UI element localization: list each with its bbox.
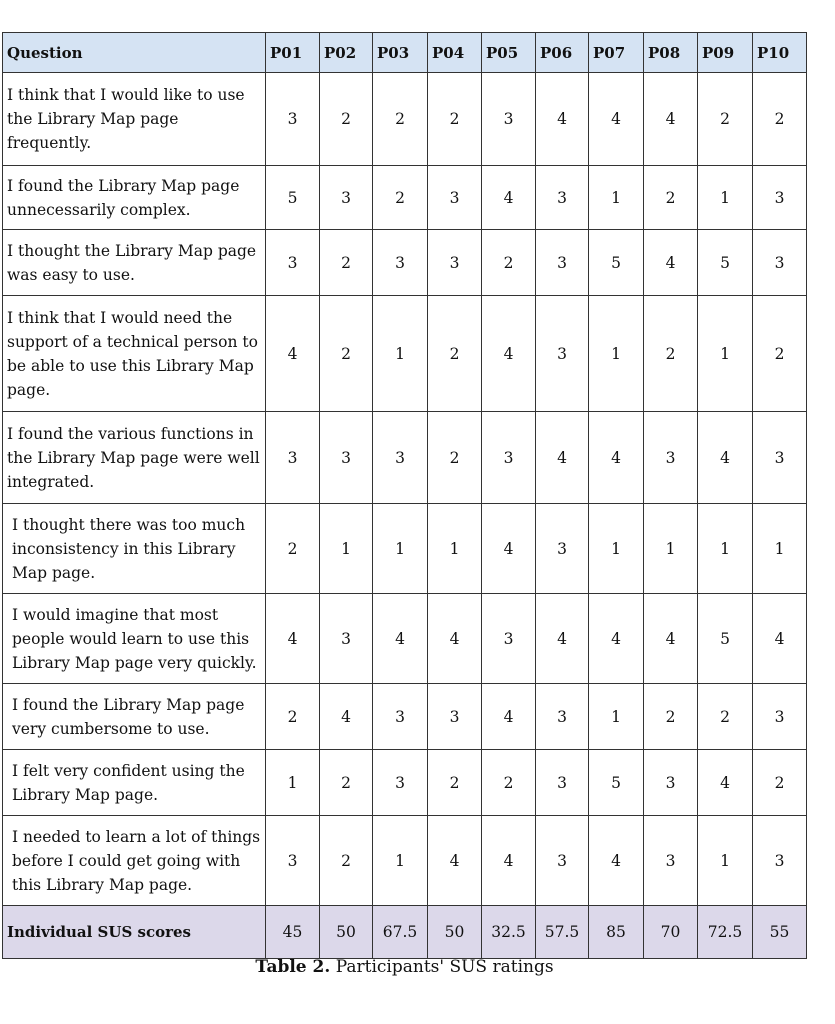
table-row (3, 594, 807, 684)
rating-cell: 1 (698, 166, 753, 230)
rating-cell: 2 (644, 166, 698, 230)
rating-cell: 2 (320, 73, 373, 166)
rating-cell: 3 (482, 412, 536, 504)
sus-score-cell: 57.5 (536, 906, 589, 959)
rating-cell: 1 (589, 504, 644, 594)
rating-cell: 3 (373, 684, 428, 750)
table-row (3, 166, 807, 230)
sus-ratings-table (2, 32, 807, 959)
rating-cell: 2 (428, 412, 482, 504)
rating-cell: 3 (753, 816, 807, 906)
table-row (3, 504, 807, 594)
question-cell: I thought there was too much inconsistency in this Library Map page. (3, 504, 266, 594)
rating-cell: 4 (589, 73, 644, 166)
rating-cell: 5 (266, 166, 320, 230)
rating-cell: 2 (320, 296, 373, 412)
rating-cell: 2 (320, 750, 373, 816)
question-cell: I needed to learn a lot of things before I could get going with this Library Map page. (3, 816, 266, 906)
rating-cell: 4 (589, 816, 644, 906)
sus-score-cell: 72.5 (698, 906, 753, 959)
sus-score-cell: 67.5 (373, 906, 428, 959)
rating-cell: 3 (320, 412, 373, 504)
caption-text: Participants' SUS ratings (330, 957, 554, 977)
sus-score-cell: 55 (753, 906, 807, 959)
rating-cell: 4 (536, 594, 589, 684)
rating-cell: 1 (373, 296, 428, 412)
rating-cell: 2 (644, 684, 698, 750)
rating-cell: 2 (320, 816, 373, 906)
rating-cell: 4 (320, 684, 373, 750)
sus-score-cell: 32.5 (482, 906, 536, 959)
rating-cell: 4 (428, 594, 482, 684)
rating-cell: 2 (698, 684, 753, 750)
rating-cell: 2 (320, 230, 373, 296)
rating-cell: 1 (373, 816, 428, 906)
rating-cell: 3 (320, 594, 373, 684)
rating-cell: 3 (536, 166, 589, 230)
rating-cell: 3 (266, 73, 320, 166)
rating-cell: 4 (482, 816, 536, 906)
rating-cell: 2 (266, 684, 320, 750)
rating-cell: 3 (373, 230, 428, 296)
rating-cell: 4 (644, 594, 698, 684)
rating-cell: 4 (536, 412, 589, 504)
table-row (3, 412, 807, 504)
rating-cell: 1 (698, 296, 753, 412)
sus-score-cell: 70 (644, 906, 698, 959)
column-header-p05: P05 (482, 33, 536, 73)
table-row (3, 684, 807, 750)
rating-cell: 3 (266, 412, 320, 504)
rating-cell: 1 (589, 166, 644, 230)
table-caption (0, 957, 809, 977)
sus-scores-label: Individual SUS scores (3, 906, 266, 959)
column-header-p07: P07 (589, 33, 644, 73)
table-row (3, 73, 807, 166)
rating-cell: 1 (644, 504, 698, 594)
rating-cell: 3 (373, 412, 428, 504)
rating-cell: 3 (644, 412, 698, 504)
column-header-p04: P04 (428, 33, 482, 73)
table-row (3, 296, 807, 412)
rating-cell: 2 (753, 73, 807, 166)
rating-cell: 2 (482, 230, 536, 296)
rating-cell: 4 (428, 816, 482, 906)
rating-cell: 1 (753, 504, 807, 594)
header-row (3, 33, 807, 73)
rating-cell: 3 (373, 750, 428, 816)
rating-cell: 2 (482, 750, 536, 816)
rating-cell: 3 (536, 684, 589, 750)
rating-cell: 2 (753, 750, 807, 816)
rating-cell: 2 (428, 296, 482, 412)
rating-cell: 1 (589, 296, 644, 412)
rating-cell: 5 (589, 230, 644, 296)
rating-cell: 4 (644, 73, 698, 166)
rating-cell: 4 (536, 73, 589, 166)
rating-cell: 3 (482, 73, 536, 166)
rating-cell: 3 (320, 166, 373, 230)
table-row (3, 816, 807, 906)
rating-cell: 4 (753, 594, 807, 684)
table-row (3, 230, 807, 296)
rating-cell: 1 (698, 504, 753, 594)
rating-cell: 4 (266, 594, 320, 684)
rating-cell: 3 (753, 166, 807, 230)
sus-scores-row (3, 906, 807, 959)
rating-cell: 3 (428, 684, 482, 750)
rating-cell: 1 (320, 504, 373, 594)
rating-cell: 4 (644, 230, 698, 296)
column-header-p09: P09 (698, 33, 753, 73)
rating-cell: 2 (428, 750, 482, 816)
rating-cell: 3 (428, 166, 482, 230)
rating-cell: 2 (373, 73, 428, 166)
question-cell: I found the Library Map page unnecessarily complex. (3, 166, 266, 230)
rating-cell: 4 (482, 504, 536, 594)
rating-cell: 4 (589, 412, 644, 504)
rating-cell: 3 (536, 750, 589, 816)
column-header-p10: P10 (753, 33, 807, 73)
rating-cell: 3 (644, 750, 698, 816)
table-row (3, 750, 807, 816)
rating-cell: 3 (536, 816, 589, 906)
rating-cell: 1 (266, 750, 320, 816)
rating-cell: 2 (698, 73, 753, 166)
sus-score-cell: 50 (428, 906, 482, 959)
question-cell: I would imagine that most people would learn to use this Library Map page very quickly. (3, 594, 266, 684)
column-header-question: Question (3, 33, 266, 73)
rating-cell: 2 (644, 296, 698, 412)
rating-cell: 1 (698, 816, 753, 906)
rating-cell: 4 (482, 166, 536, 230)
rating-cell: 4 (589, 594, 644, 684)
rating-cell: 1 (373, 504, 428, 594)
rating-cell: 4 (698, 412, 753, 504)
question-cell: I think that I would like to use the Library Map page frequently. (3, 73, 266, 166)
rating-cell: 3 (644, 816, 698, 906)
rating-cell: 4 (698, 750, 753, 816)
rating-cell: 5 (589, 750, 644, 816)
rating-cell: 2 (753, 296, 807, 412)
rating-cell: 3 (536, 504, 589, 594)
rating-cell: 3 (753, 412, 807, 504)
rating-cell: 3 (753, 230, 807, 296)
column-header-p08: P08 (644, 33, 698, 73)
question-cell: I found the Library Map page very cumbersome to use. (3, 684, 266, 750)
rating-cell: 4 (482, 296, 536, 412)
rating-cell: 3 (266, 230, 320, 296)
rating-cell: 4 (373, 594, 428, 684)
rating-cell: 3 (482, 594, 536, 684)
rating-cell: 5 (698, 230, 753, 296)
column-header-p03: P03 (373, 33, 428, 73)
question-cell: I found the various functions in the Library Map page were well integrated. (3, 412, 266, 504)
rating-cell: 3 (428, 230, 482, 296)
rating-cell: 3 (266, 816, 320, 906)
rating-cell: 4 (482, 684, 536, 750)
rating-cell: 2 (428, 73, 482, 166)
question-cell: I felt very confident using the Library Map page. (3, 750, 266, 816)
rating-cell: 4 (266, 296, 320, 412)
rating-cell: 3 (536, 230, 589, 296)
rating-cell: 1 (589, 684, 644, 750)
sus-score-cell: 45 (266, 906, 320, 959)
rating-cell: 2 (373, 166, 428, 230)
sus-score-cell: 85 (589, 906, 644, 959)
column-header-p06: P06 (536, 33, 589, 73)
question-cell: I think that I would need the support of a technical person to be able to use this Library Map page. (3, 296, 266, 412)
rating-cell: 3 (536, 296, 589, 412)
question-cell: I thought the Library Map page was easy to use. (3, 230, 266, 296)
sus-score-cell: 50 (320, 906, 373, 959)
column-header-p01: P01 (266, 33, 320, 73)
rating-cell: 2 (266, 504, 320, 594)
rating-cell: 1 (428, 504, 482, 594)
rating-cell: 5 (698, 594, 753, 684)
rating-cell: 3 (753, 684, 807, 750)
column-header-p02: P02 (320, 33, 373, 73)
caption-label: Table 2. (255, 957, 331, 977)
